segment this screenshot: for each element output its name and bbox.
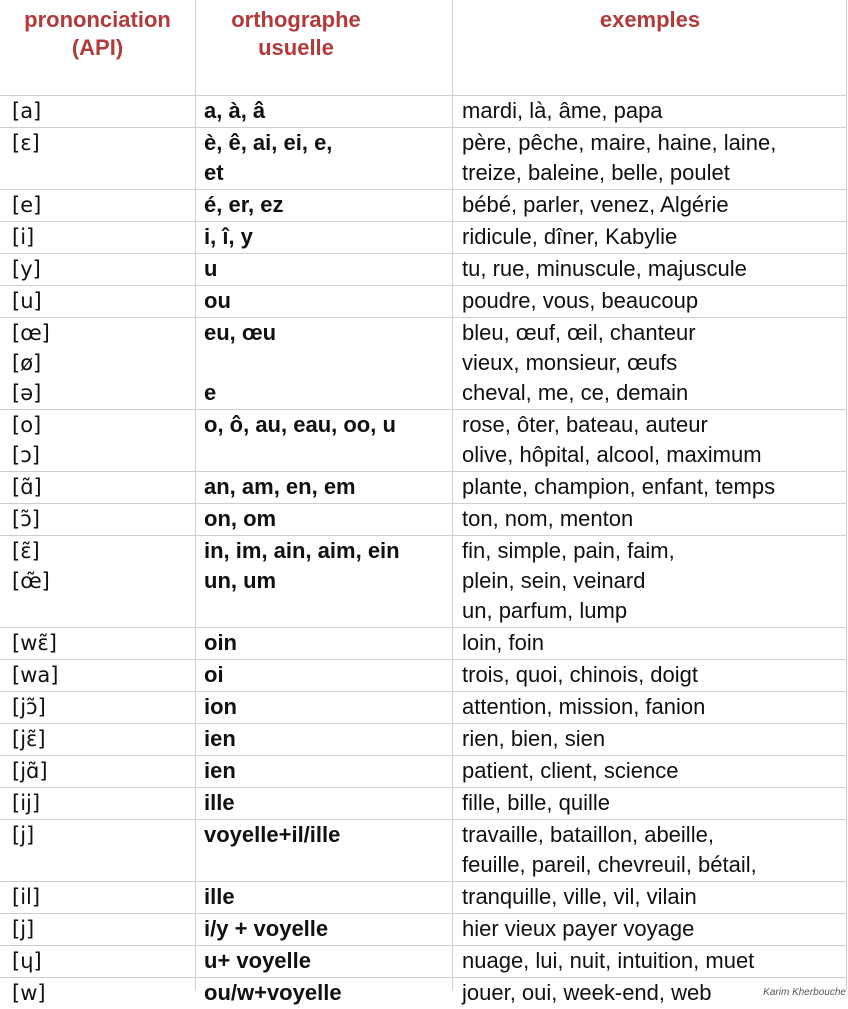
api-cell-line: [wɛ̃]	[12, 631, 57, 655]
table-row	[0, 253, 847, 285]
examples-cell	[462, 914, 694, 944]
ortho-cell-line: a, à, â	[204, 98, 266, 123]
examples-cell-line: bleu, œuf, œil, chanteur	[462, 320, 696, 345]
examples-cell	[462, 318, 696, 408]
examples-cell-line: poudre, vous, beaucoup	[462, 288, 699, 313]
table-row	[0, 723, 847, 755]
header-api-line2: (API)	[71, 35, 124, 60]
ortho-cell	[204, 788, 235, 818]
api-cell	[12, 756, 48, 786]
ortho-cell	[204, 222, 253, 252]
ortho-cell-line: é, er, ez	[204, 192, 284, 217]
ortho-cell-line: u+ voyelle	[204, 948, 312, 973]
ortho-cell-line: an, am, en, em	[204, 474, 356, 499]
header-ortho-line1: orthographe	[231, 7, 361, 32]
ortho-cell-line: ion	[204, 694, 237, 719]
examples-cell-line: hier vieux payer voyage	[462, 916, 695, 941]
examples-cell-line: trois, quoi, chinois, doigt	[462, 662, 699, 687]
table-row	[0, 819, 847, 881]
table-row	[0, 881, 847, 913]
api-cell-line: [o]	[12, 413, 42, 437]
ortho-cell	[204, 946, 311, 976]
examples-cell-line: bébé, parler, venez, Algérie	[462, 192, 729, 217]
header-api-line1: prononciation	[24, 7, 171, 32]
api-cell-line: [u]	[12, 289, 42, 313]
header-orthographe	[196, 6, 396, 62]
api-cell	[12, 472, 42, 502]
ortho-cell	[204, 882, 235, 912]
api-cell-line: [e]	[12, 193, 42, 217]
api-cell-line: [il]	[12, 885, 41, 909]
examples-cell	[462, 946, 754, 976]
table-row	[0, 627, 847, 659]
examples-cell-line: fin, simple, pain, faim,	[462, 538, 675, 563]
table-row	[0, 189, 847, 221]
table-row	[0, 691, 847, 723]
examples-cell-line: plein, sein, veinard	[462, 568, 646, 593]
api-cell-line: [ɑ̃]	[12, 475, 42, 499]
ortho-cell	[204, 318, 276, 408]
ortho-cell	[204, 286, 231, 316]
ortho-cell-line: eu, œu	[204, 320, 277, 345]
examples-cell-line: vieux, monsieur, œufs	[462, 350, 678, 375]
examples-cell-line: ton, nom, menton	[462, 506, 634, 531]
ortho-cell	[204, 978, 342, 1008]
examples-cell-line: cheval, me, ce, demain	[462, 380, 689, 405]
examples-cell-line: jouer, oui, week-end, web	[462, 980, 712, 1005]
table-row	[0, 945, 847, 977]
api-cell-line: [ɔ]	[12, 443, 40, 467]
api-cell-line: [ø]	[12, 351, 42, 375]
api-cell-line: [ə]	[12, 381, 42, 405]
api-cell	[12, 536, 50, 596]
ortho-cell-line: voyelle+il/ille	[204, 822, 341, 847]
table-row	[0, 535, 847, 627]
examples-cell-line: attention, mission, fanion	[462, 694, 706, 719]
api-cell-line: [w]	[12, 981, 46, 1005]
ortho-cell	[204, 410, 396, 470]
header-api	[0, 6, 195, 62]
ortho-cell-line	[204, 348, 276, 378]
examples-cell-line: rien, bien, sien	[462, 726, 606, 751]
examples-cell	[462, 756, 678, 786]
api-cell-line: [ij]	[12, 791, 41, 815]
table-row	[0, 317, 847, 409]
ortho-cell	[204, 536, 400, 596]
api-cell	[12, 882, 40, 912]
api-cell-line: [ɛ̃]	[12, 539, 40, 563]
api-cell	[12, 254, 41, 284]
api-cell	[12, 286, 42, 316]
examples-cell	[462, 222, 677, 252]
ortho-cell-line: on, om	[204, 506, 277, 531]
examples-cell-line: tranquille, ville, vil, vilain	[462, 884, 697, 909]
examples-cell	[462, 128, 776, 188]
examples-cell	[462, 882, 697, 912]
ortho-cell-line: ien	[204, 726, 236, 751]
api-cell	[12, 190, 41, 220]
table-row	[0, 221, 847, 253]
api-cell	[12, 914, 34, 944]
ortho-cell-line: in, im, ain, aim, ein	[204, 538, 400, 563]
examples-cell-line: père, pêche, maire, haine, laine,	[462, 130, 777, 155]
api-cell-line: [ɔ̃]	[12, 507, 40, 531]
table-row	[0, 913, 847, 945]
api-cell	[12, 628, 57, 658]
ortho-cell-line: u	[204, 256, 218, 281]
ortho-cell	[204, 660, 224, 690]
examples-cell	[462, 628, 544, 658]
api-cell-line: [j]	[12, 823, 35, 847]
api-cell	[12, 96, 41, 126]
ortho-cell-line: ou	[204, 288, 231, 313]
examples-cell	[462, 254, 747, 284]
examples-cell	[462, 788, 610, 818]
table-row	[0, 127, 847, 189]
examples-cell	[462, 978, 712, 1008]
api-cell	[12, 318, 50, 408]
ortho-cell	[204, 724, 236, 754]
credit: Karim Kherbouche	[763, 987, 846, 998]
api-cell-line: [ɥ]	[12, 949, 42, 973]
ortho-cell	[204, 504, 276, 534]
api-cell	[12, 724, 46, 754]
table-row	[0, 95, 847, 127]
ortho-cell	[204, 128, 332, 188]
api-cell-line: [jɑ̃]	[12, 759, 48, 783]
ortho-cell-line: ou/w+voyelle	[204, 980, 342, 1005]
api-cell	[12, 692, 46, 722]
examples-cell	[462, 472, 775, 502]
api-cell-line: [wa]	[12, 663, 59, 687]
examples-cell	[462, 286, 698, 316]
table-row	[0, 503, 847, 535]
examples-cell-line: plante, champion, enfant, temps	[462, 474, 776, 499]
ortho-cell-line: e	[204, 380, 217, 405]
table-row	[0, 285, 847, 317]
examples-cell	[462, 724, 605, 754]
ortho-cell-line	[204, 440, 396, 470]
ortho-cell-line: o, ô, au, eau, oo, u	[204, 412, 396, 437]
table-row	[0, 471, 847, 503]
examples-cell	[462, 410, 762, 470]
api-cell-line: [a]	[12, 99, 42, 123]
api-cell	[12, 820, 34, 850]
ortho-cell	[204, 96, 265, 126]
api-cell	[12, 128, 40, 158]
examples-cell	[462, 504, 633, 534]
ortho-cell-line: ille	[204, 884, 235, 909]
ortho-cell	[204, 756, 236, 786]
api-cell-line: [œ̃]	[12, 569, 50, 593]
examples-cell-line: nuage, lui, nuit, intuition, muet	[462, 948, 755, 973]
examples-cell	[462, 536, 675, 626]
header-examples	[453, 6, 847, 34]
api-cell	[12, 660, 58, 690]
api-cell-line: [j]	[12, 917, 35, 941]
api-cell-line: [jɔ̃]	[12, 695, 46, 719]
api-cell-line: [jɛ̃]	[12, 727, 46, 751]
examples-cell	[462, 820, 757, 880]
header-examples-label: exemples	[599, 7, 701, 32]
header-ortho-line2: usuelle	[258, 35, 334, 60]
api-cell	[12, 222, 34, 252]
ortho-cell	[204, 472, 356, 502]
table-row	[0, 409, 847, 471]
api-cell-line: [y]	[12, 257, 41, 281]
ortho-cell-line: è, ê, ai, ei, e,	[204, 130, 333, 155]
ortho-cell-line: un, um	[204, 568, 277, 593]
examples-cell-line: travaille, bataillon, abeille,	[462, 822, 714, 847]
examples-cell-line: ridicule, dîner, Kabylie	[462, 224, 678, 249]
ortho-cell	[204, 914, 328, 944]
examples-cell	[462, 96, 663, 126]
ortho-cell	[204, 628, 237, 658]
api-cell	[12, 946, 42, 976]
examples-cell-line: olive, hôpital, alcool, maximum	[462, 442, 762, 467]
examples-cell-line: mardi, là, âme, papa	[462, 98, 663, 123]
ortho-cell	[204, 254, 217, 284]
ortho-cell-line: i, î, y	[204, 224, 253, 249]
ortho-cell-line: oi	[204, 662, 224, 687]
ortho-cell-line: et	[204, 160, 224, 185]
api-cell-line: [i]	[12, 225, 35, 249]
examples-cell-line: tu, rue, minuscule, majuscule	[462, 256, 747, 281]
table-row	[0, 755, 847, 787]
examples-cell	[462, 692, 705, 722]
table-row	[0, 659, 847, 691]
api-cell-line: [ɛ]	[12, 131, 40, 155]
examples-cell-line: un, parfum, lump	[462, 598, 628, 623]
examples-cell-line: patient, client, science	[462, 758, 679, 783]
table-row	[0, 977, 847, 1009]
examples-cell	[462, 190, 729, 220]
examples-cell-line: rose, ôter, bateau, auteur	[462, 412, 708, 437]
examples-cell-line: treize, baleine, belle, poulet	[462, 160, 730, 185]
examples-cell-line: loin, foin	[462, 630, 544, 655]
api-cell	[12, 504, 40, 534]
ortho-cell	[204, 692, 237, 722]
ortho-cell-line: ien	[204, 758, 236, 783]
api-cell	[12, 978, 46, 1008]
examples-cell-line: fille, bille, quille	[462, 790, 610, 815]
examples-cell	[462, 660, 698, 690]
api-cell	[12, 410, 41, 470]
api-cell	[12, 788, 40, 818]
ortho-cell-line: oin	[204, 630, 237, 655]
api-cell-line: [œ]	[12, 321, 50, 345]
ortho-cell-line: i/y + voyelle	[204, 916, 329, 941]
examples-cell-line: feuille, pareil, chevreuil, bétail,	[462, 852, 757, 877]
ortho-cell	[204, 190, 284, 220]
ortho-cell-line: ille	[204, 790, 235, 815]
ortho-cell	[204, 820, 340, 850]
table-row	[0, 787, 847, 819]
